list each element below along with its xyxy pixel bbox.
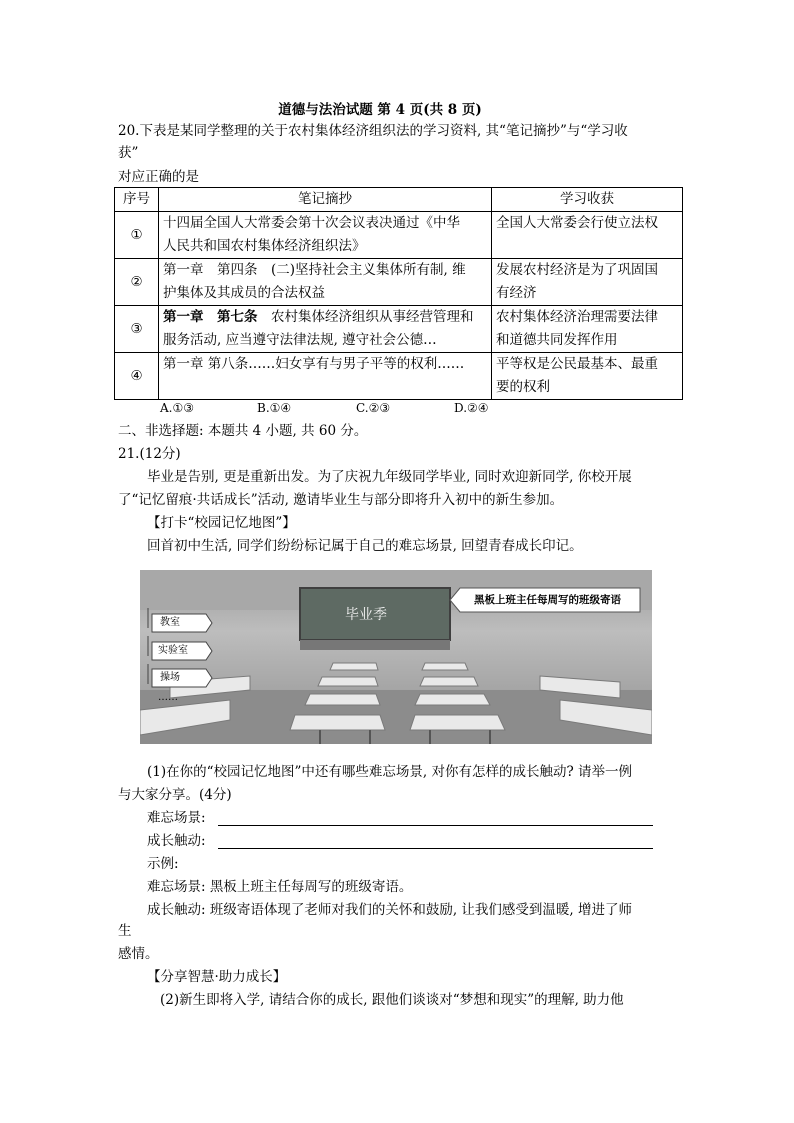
q21-heading: 21.(12分) [118,446,181,462]
map-tag-classroom: 教室 [160,617,180,628]
q20-stem-line1: 20.下表是某同学整理的关于农村集体经济组织法的学习资料, 其“笔记摘抄”与“学习收 [118,123,628,139]
gain-text: 要的权利 [496,379,550,395]
gain-text: 和道德共同发挥作用 [496,332,618,348]
note-text: 人民共和国农村集体经济组织法》 [163,238,366,254]
photo-callout: 黑板上班主任每周写的班级寄语 [474,594,621,606]
note-text: 第一章 第四条 (二)坚持社会主义集体所有制, 维 [163,262,466,278]
table-row [115,306,683,353]
row-number: ② [115,259,159,306]
q21-paragraph: 了“记忆留痕·共话成长”活动, 邀请毕业生与部分即将升入初中的新生参加。 [118,492,564,508]
gain-text: 发展农村经济是为了巩固国 [496,262,658,278]
gain-text: 农村集体经济治理需要法律 [496,309,658,325]
example-touch: 感情。 [118,946,159,962]
row-number: ① [115,212,159,259]
table-header: 序号 [115,188,159,212]
touch-label: 成长触动: [147,833,206,849]
table-header-row [115,188,683,212]
option-d: D.②④ [454,401,489,415]
map-tag-more: …… [158,692,178,703]
gain-text: 平等权是公民最基本、最重 [496,356,658,372]
option-c: C.②③ [356,401,391,415]
q20-stem-line2: 获” [118,145,139,161]
note-cell [159,212,492,259]
q21-sub-question-1: 与大家分享。(4分) [118,787,232,803]
note-cell [159,306,492,353]
note-cell [159,353,492,400]
note-text: 十四届全国人大常委会第十次会议表决通过《中华 [163,215,460,231]
page-title: 道德与法治试题 第 4 页(共 8 页) [278,102,482,118]
example-label: 示例: [147,856,179,872]
note-text: 第一章 第八条……妇女享有与男子平等的权利…… [163,356,465,372]
q21-subheading: 【分享智慧·助力成长】 [147,969,287,985]
option-b: B.①④ [257,401,292,415]
note-cell [159,259,492,306]
q21-paragraph: 毕业是告别, 更是重新出发。为了庆祝九年级同学毕业, 同时欢迎新同学, 你校开展 [147,469,632,485]
table-header: 学习收获 [492,188,683,212]
example-touch: 生 [118,923,132,939]
gain-cell [492,353,683,400]
map-tag-lab: 实验室 [158,645,188,656]
table-row [115,259,683,306]
touch-answer-line[interactable] [218,848,653,849]
row-number: ③ [115,306,159,353]
q21-sub-question-1: (1)在你的“校园记忆地图”中还有哪些难忘场景, 对你有怎样的成长触动? 请举一例 [147,764,633,780]
gain-cell [492,212,683,259]
row-number: ④ [115,353,159,400]
blackboard-text: 毕业季 [345,607,387,623]
gain-cell [492,259,683,306]
gain-cell [492,306,683,353]
scene-label: 难忘场景: [147,810,206,826]
map-tag-playground: 操场 [160,672,180,683]
q20-table [114,187,683,400]
q21-paragraph: 回首初中生活, 同学们纷纷标记属于自己的难忘场景, 回望青春成长印记。 [147,538,583,554]
note-text: 服务活动, 应当遵守法律法规, 遵守社会公德… [163,332,437,348]
table-row [115,212,683,259]
classroom-photo [140,570,652,744]
table-row [115,353,683,400]
table-header: 笔记摘抄 [159,188,492,212]
note-text: 护集体及其成员的合法权益 [163,285,325,301]
q20-options [160,397,489,419]
option-a: A.①③ [160,401,194,415]
gain-text: 全国人大常委会行使立法权 [496,215,658,231]
q21-subheading: 【打卡“校园记忆地图”】 [147,515,296,531]
q21-sub-question-2: (2)新生即将入学, 请结合你的成长, 跟他们谈谈对“梦想和现实”的理解, 助力他 [160,992,624,1008]
note-bold-text: 第一章 第七条 [163,309,258,325]
scene-answer-line[interactable] [218,825,653,826]
section-heading: 二、非选择题: 本题共 4 小题, 共 60 分。 [118,423,368,439]
gain-text: 有经济 [496,285,537,301]
example-scene: 难忘场景: 黑板上班主任每周写的班级寄语。 [147,879,413,895]
note-text: 农村集体经济组织从事经营管理和 [257,309,474,325]
q20-stem-line3: 对应正确的是 [118,169,199,185]
example-touch: 成长触动: 班级寄语体现了老师对我们的关怀和鼓励, 让我们感受到温暖, 增进了师 [147,902,633,918]
